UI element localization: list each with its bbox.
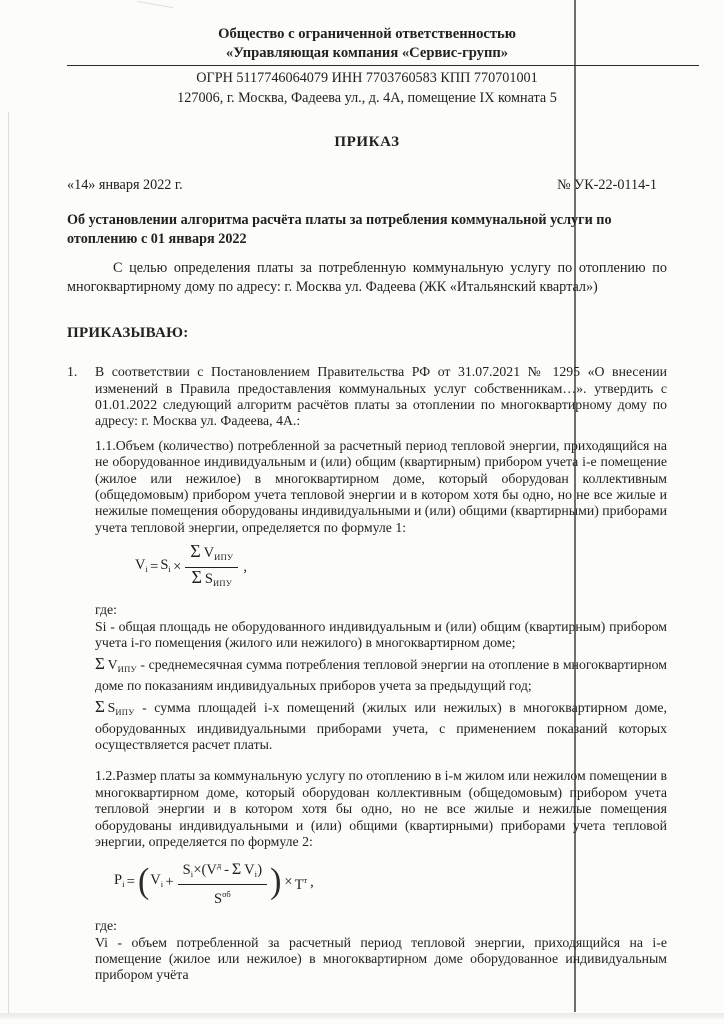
purpose-paragraph: С целью определения платы за потребленную коммунальную услугу по отоплению по многоквартирному дому по адресу: г. Москва ул. Фадеева (ЖК «Итальянский квартал») [67, 259, 667, 296]
formula-2-plus: + [165, 874, 174, 891]
formula-2-fraction [178, 857, 267, 907]
document-subject: Об установлении алгоритма расчёта платы за потребления коммунальной услуги по отоплению с 01 января 2022 [67, 211, 612, 248]
definition-sum-v: Σ $V_{ИПУ}$ - среднемесячная сумма потребления тепловой энергии на отопление в многоквартирном доме по показаниям индивидуальных приборов учета за предыдущий год; [95, 654, 667, 693]
letterhead [67, 25, 667, 108]
formula-2-numerator: $S_i\times(V^д - \Sigma$ $V_i$) [178, 857, 267, 884]
formula-2-vi-term: $V_i$ [150, 872, 164, 890]
formula-1-denominator: Σ $S_{ИПУ}$ [191, 566, 233, 588]
formula-2-tariff: $T^т$ [294, 874, 308, 893]
formula-2-comma: , [310, 874, 314, 891]
org-registration-line: ОГРН 5117746064079 ИНН 7703760583 КПП 770701001 [196, 70, 538, 86]
order-word: ПРИКАЗЫВАЮ: [67, 324, 189, 341]
definition-si: Si - общая площадь не оборудованного индивидуальным и (или) общим (квартирным) прибором учета i-го помещения (жилого или нежилого) в многоквартирном доме; [95, 618, 667, 650]
letterhead-rule [67, 65, 699, 66]
formula-1-comma: , [243, 558, 247, 575]
formula-1-fraction [185, 543, 238, 591]
date-number-row [67, 177, 667, 193]
definition-vi: Vi - объем потребленной за расчетный период тепловой энергии, приходящийся на i-е помещение (жилое или нежилое) в многоквартирном доме оборудованное индивидуальным прибором учёта [95, 934, 667, 983]
document-number: № УК-22-0114-1 [557, 177, 657, 194]
document-title: ПРИКАЗ [334, 134, 400, 150]
order-item-1-text: В соответствии с Постановлением Правительства РФ от 31.07.2021 № 1295 «О внесении изменений в Правила предоставления коммунальных услуг собственникам…». утвердить с 01.01.2022 следующий алгоритм расчётов платы за отоплении по многоквартирному дому по адресу: г. Москва ул. Фадеева, 4А.: [95, 364, 667, 429]
formula-2-denominator: $S^{об}$ [214, 888, 231, 907]
formula-1-equals: = [150, 558, 159, 575]
where-block-2 [95, 918, 667, 984]
where-label-1: где: [95, 602, 117, 618]
formula-1-times: × [173, 558, 182, 575]
formula-2-lhs: $P_i$ [114, 872, 125, 890]
clause-1-2: 1.2.Размер платы за коммунальную услугу по отоплению в i-м жилом или нежилом помещении в многоквартирном доме, который оборудован коллективным (общедомовым) прибором учета тепловой энергии и в котором хотя бы одно, но не все жилые и нежилые помещения оборудованы индивидуальными и (или) общими (квартирными) приборами учета тепловой энергии, определяется по формуле 2: [95, 768, 667, 849]
org-address-line: 127006, г. Москва, Фадеева ул., д. 4А, помещение IX комната 5 [177, 89, 557, 106]
formula-2-equals: = [126, 874, 135, 891]
where-block-1 [95, 602, 667, 753]
document-date: «14» января 2022 г. [67, 177, 183, 194]
clause-1-1: 1.1.Объем (количество) потребленной за расчетный период тепловой энергии, приходящийся на не оборудованное индивидуальным и (или) общим (квартирным) прибором учета i-е помещение (жилое или нежилое) в многоквартирном доме, который оборудован коллективным (общедомовым) прибором учета тепловой энергии и в котором хотя бы одно, но не все жилые и нежилые помещения оборудованы индивидуальными и (или) общими (квартирными) приборами учета тепловой энергии, определяется по формуле 1: [95, 437, 667, 535]
org-name-line-2: «Управляющая компания «Сервис-групп» [225, 45, 509, 61]
order-item-1-number: 1. [67, 364, 78, 380]
where-label-2: где: [95, 918, 117, 934]
org-name-line-1: Общество с ограниченной ответственностью [218, 26, 516, 42]
order-item-1 [67, 364, 667, 430]
definition-sum-s: Σ $S_{ИПУ}$ - сумма площадей i-х помещений (жилых или нежилых) в многоквартирном доме, оборудованных индивидуальными приборами учета, с применением показаний которых осуществляется расчет платы. [95, 697, 667, 752]
scan-bottom-edge-artifact [0, 1013, 724, 1019]
formula-1-lhs: $V_i$ [135, 556, 149, 574]
formula-2: $P_i$ = ( $V_i$ + $\frac{S_i\times(V^д - \Sigma V_i)}{S^{об}}$ ) × $T^т$ , [114, 857, 667, 907]
formula-1-numerator: Σ $V_{ИПУ}$ [185, 543, 238, 567]
formula-1-coef: $S_i$ [160, 556, 172, 574]
formula-2-times: × [284, 874, 293, 891]
formula-1 [135, 543, 667, 591]
